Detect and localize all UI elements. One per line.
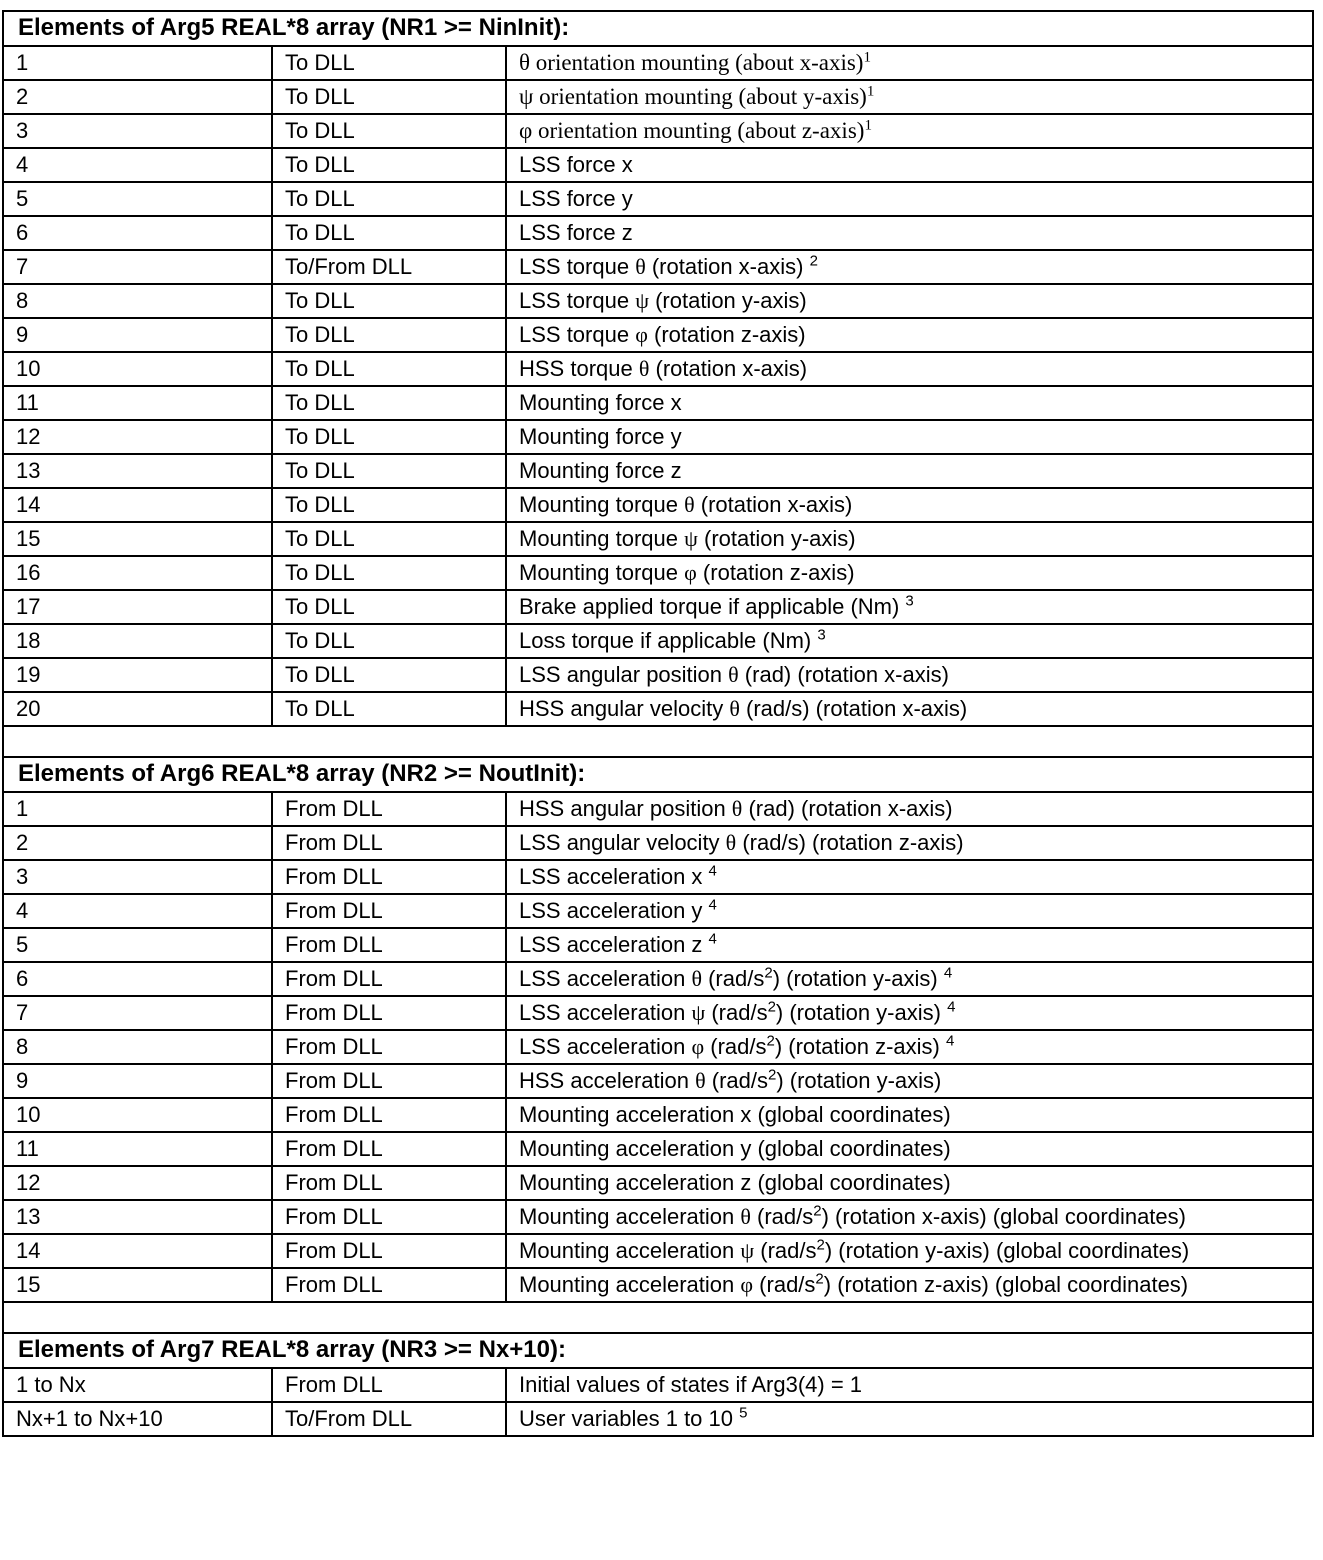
direction-cell: To DLL (272, 522, 506, 556)
table-row (3, 928, 1313, 962)
direction-cell: To DLL (272, 590, 506, 624)
element-index-cell: 1 to Nx (3, 1368, 272, 1402)
direction-cell: From DLL (272, 894, 506, 928)
direction-cell: To DLL (272, 692, 506, 726)
direction-cell: To DLL (272, 352, 506, 386)
description-cell: User variables 1 to 10 $^5$ (506, 1402, 1313, 1436)
element-index-cell: 5 (3, 182, 272, 216)
table-row (3, 1200, 1313, 1234)
description-cell: Mounting torque θ (rotation x-axis) (506, 488, 1313, 522)
element-index-cell: 4 (3, 894, 272, 928)
table-row (3, 114, 1313, 148)
table-row (3, 318, 1313, 352)
element-index-cell: 15 (3, 1268, 272, 1302)
table-row (3, 352, 1313, 386)
table-title: Elements of Arg7 REAL*8 array (NR3 >= Nx+10): (3, 1333, 1313, 1368)
table-title: Elements of Arg6 REAL*8 array (NR2 >= NoutInit): (3, 757, 1313, 792)
element-index-cell: 18 (3, 624, 272, 658)
direction-cell: From DLL (272, 1166, 506, 1200)
table-row (3, 624, 1313, 658)
direction-cell: To DLL (272, 114, 506, 148)
table-title: Elements of Arg5 REAL*8 array (NR1 >= NinInit): (3, 11, 1313, 46)
description-cell: Initial values of states if Arg3(4) = 1 (506, 1368, 1313, 1402)
description-cell: LSS acceleration φ $(rad/s^2)$ (rotation z-axis) $^4$ (506, 1030, 1313, 1064)
description-cell: HSS acceleration θ $(rad/s^2)$ (rotation y-axis) (506, 1064, 1313, 1098)
table-row (3, 216, 1313, 250)
element-index-cell: 20 (3, 692, 272, 726)
table-row (3, 250, 1313, 284)
description-cell: Mounting force x (506, 386, 1313, 420)
table-row (3, 1064, 1313, 1098)
description-cell: HSS angular position θ (rad) (rotation x-axis) (506, 792, 1313, 826)
greek-symbol: θ (519, 50, 531, 75)
table-row (3, 996, 1313, 1030)
greek-symbol: φ (635, 322, 648, 347)
table-row (3, 386, 1313, 420)
element-index-cell: 6 (3, 962, 272, 996)
description-cell: LSS angular velocity θ (rad/s) (rotation z-axis) (506, 826, 1313, 860)
table-spacer (3, 726, 1313, 757)
description-cell: Brake applied torque if applicable (Nm) $^3$ (506, 590, 1313, 624)
greek-symbol: θ (725, 830, 737, 855)
description-cell: HSS torque θ (rotation x-axis) (506, 352, 1313, 386)
spacer-row (3, 726, 1313, 757)
element-index-cell: 12 (3, 420, 272, 454)
table-row (3, 1402, 1313, 1436)
table-row (3, 1132, 1313, 1166)
table-row (3, 1234, 1313, 1268)
description-cell: LSS force z (506, 216, 1313, 250)
element-index-cell: 11 (3, 1132, 272, 1166)
table-row (3, 80, 1313, 114)
direction-cell: To DLL (272, 556, 506, 590)
direction-cell: To DLL (272, 658, 506, 692)
description-cell: Mounting torque ψ (rotation y-axis) (506, 522, 1313, 556)
direction-cell: From DLL (272, 1132, 506, 1166)
greek-symbol: ψ (519, 84, 534, 109)
greek-symbol: θ (684, 492, 695, 517)
greek-symbol: θ (695, 1068, 706, 1093)
element-index-cell: 1 (3, 792, 272, 826)
element-index-cell: Nx+1 to Nx+10 (3, 1402, 272, 1436)
description-cell: LSS torque φ (rotation z-axis) (506, 318, 1313, 352)
direction-cell: To DLL (272, 386, 506, 420)
table-row (3, 860, 1313, 894)
table-row (3, 488, 1313, 522)
table-row (3, 1268, 1313, 1302)
element-index-cell: 13 (3, 454, 272, 488)
table-spacer (3, 1302, 1313, 1333)
description-cell: Mounting acceleration x (global coordinates) (506, 1098, 1313, 1132)
dll-array-tables (2, 10, 1314, 1437)
table-row (3, 522, 1313, 556)
description-cell: LSS angular position θ (rad) (rotation x-axis) (506, 658, 1313, 692)
element-index-cell: 14 (3, 1234, 272, 1268)
greek-symbol: φ (684, 560, 697, 585)
direction-cell: From DLL (272, 1234, 506, 1268)
description-cell: Mounting acceleration ψ $(rad/s^2)$ (rotation y-axis) (global coordinates) (506, 1234, 1313, 1268)
greek-symbol: θ (740, 1204, 751, 1229)
greek-symbol: θ (728, 662, 739, 687)
greek-symbol: ψ (635, 288, 649, 313)
element-index-cell: 14 (3, 488, 272, 522)
element-index-cell: 6 (3, 216, 272, 250)
element-index-cell: 10 (3, 352, 272, 386)
table-row (3, 182, 1313, 216)
greek-symbol: θ (638, 356, 650, 381)
element-index-cell: 11 (3, 386, 272, 420)
greek-symbol: θ (691, 966, 702, 991)
table-row (3, 962, 1313, 996)
direction-cell: From DLL (272, 996, 506, 1030)
greek-symbol: θ (731, 796, 743, 821)
direction-cell: To/From DLL (272, 1402, 506, 1436)
table-row (3, 792, 1313, 826)
greek-symbol: ψ (684, 526, 698, 551)
table-row (3, 284, 1313, 318)
element-index-cell: 2 (3, 826, 272, 860)
element-index-cell: 4 (3, 148, 272, 182)
description-cell: ψ orientation mounting (about y-axis)$^1$ (506, 80, 1313, 114)
table-row (3, 420, 1313, 454)
element-index-cell: 9 (3, 318, 272, 352)
table-row (3, 590, 1313, 624)
table-title-row (3, 1333, 1313, 1368)
description-cell: Loss torque if applicable (Nm) $^3$ (506, 624, 1313, 658)
element-index-cell: 7 (3, 996, 272, 1030)
direction-cell: From DLL (272, 1064, 506, 1098)
description-cell: Mounting acceleration z (global coordinates) (506, 1166, 1313, 1200)
direction-cell: To DLL (272, 182, 506, 216)
direction-cell: To DLL (272, 284, 506, 318)
element-index-cell: 15 (3, 522, 272, 556)
description-cell: HSS angular velocity θ (rad/s) (rotation x-axis) (506, 692, 1313, 726)
element-index-cell: 2 (3, 80, 272, 114)
direction-cell: To DLL (272, 318, 506, 352)
direction-cell: From DLL (272, 826, 506, 860)
table-row (3, 1098, 1313, 1132)
description-cell: LSS acceleration z $^4$ (506, 928, 1313, 962)
description-cell: LSS acceleration ψ $(rad/s^2)$ (rotation y-axis) $^4$ (506, 996, 1313, 1030)
direction-cell: To/From DLL (272, 250, 506, 284)
direction-cell: From DLL (272, 1098, 506, 1132)
description-cell: Mounting acceleration θ $(rad/s^2)$ (rotation x-axis) (global coordinates) (506, 1200, 1313, 1234)
greek-symbol: φ (740, 1272, 754, 1297)
table-row (3, 1368, 1313, 1402)
direction-cell: To DLL (272, 420, 506, 454)
table-title-row (3, 757, 1313, 792)
table-row (3, 658, 1313, 692)
spacer-row (3, 1302, 1313, 1333)
description-cell: θ orientation mounting (about x-axis)$^1$ (506, 46, 1313, 80)
element-index-cell: 8 (3, 1030, 272, 1064)
description-cell: Mounting force y (506, 420, 1313, 454)
greek-symbol: ψ (740, 1238, 755, 1263)
direction-cell: To DLL (272, 216, 506, 250)
element-index-cell: 7 (3, 250, 272, 284)
element-index-cell: 13 (3, 1200, 272, 1234)
description-cell: LSS force y (506, 182, 1313, 216)
greek-symbol: θ (635, 254, 646, 279)
element-index-cell: 19 (3, 658, 272, 692)
table-row (3, 692, 1313, 726)
direction-cell: From DLL (272, 1268, 506, 1302)
greek-symbol: ψ (691, 1000, 706, 1025)
direction-cell: To DLL (272, 454, 506, 488)
description-cell: Mounting force z (506, 454, 1313, 488)
direction-cell: From DLL (272, 860, 506, 894)
table-title-row (3, 11, 1313, 46)
greek-symbol: φ (519, 118, 533, 143)
greek-symbol: φ (691, 1034, 705, 1059)
direction-cell: To DLL (272, 624, 506, 658)
element-index-cell: 9 (3, 1064, 272, 1098)
description-cell: Mounting torque φ (rotation z-axis) (506, 556, 1313, 590)
table-row (3, 454, 1313, 488)
tables-body (3, 11, 1313, 1436)
direction-cell: From DLL (272, 928, 506, 962)
description-cell: LSS acceleration x $^4$ (506, 860, 1313, 894)
greek-symbol: θ (729, 696, 740, 721)
direction-cell: From DLL (272, 962, 506, 996)
description-cell: LSS force x (506, 148, 1313, 182)
direction-cell: To DLL (272, 148, 506, 182)
description-cell: φ orientation mounting (about z-axis)$^1$ (506, 114, 1313, 148)
description-cell: Mounting acceleration y (global coordinates) (506, 1132, 1313, 1166)
direction-cell: From DLL (272, 792, 506, 826)
description-cell: Mounting acceleration φ $(rad/s^2)$ (rotation z-axis) (global coordinates) (506, 1268, 1313, 1302)
element-index-cell: 1 (3, 46, 272, 80)
description-cell: LSS acceleration θ $(rad/s^2)$ (rotation y-axis) $^4$ (506, 962, 1313, 996)
element-index-cell: 16 (3, 556, 272, 590)
table-row (3, 1030, 1313, 1064)
direction-cell: To DLL (272, 46, 506, 80)
table-row (3, 556, 1313, 590)
element-index-cell: 5 (3, 928, 272, 962)
direction-cell: To DLL (272, 488, 506, 522)
element-index-cell: 8 (3, 284, 272, 318)
element-index-cell: 3 (3, 114, 272, 148)
description-cell: LSS torque θ (rotation x-axis) $^2$ (506, 250, 1313, 284)
direction-cell: From DLL (272, 1200, 506, 1234)
description-cell: LSS acceleration y $^4$ (506, 894, 1313, 928)
table-row (3, 46, 1313, 80)
table-row (3, 1166, 1313, 1200)
direction-cell: From DLL (272, 1368, 506, 1402)
direction-cell: To DLL (272, 80, 506, 114)
description-cell: LSS torque ψ (rotation y-axis) (506, 284, 1313, 318)
element-index-cell: 17 (3, 590, 272, 624)
direction-cell: From DLL (272, 1030, 506, 1064)
element-index-cell: 12 (3, 1166, 272, 1200)
table-row (3, 826, 1313, 860)
table-row (3, 894, 1313, 928)
table-row (3, 148, 1313, 182)
element-index-cell: 10 (3, 1098, 272, 1132)
element-index-cell: 3 (3, 860, 272, 894)
